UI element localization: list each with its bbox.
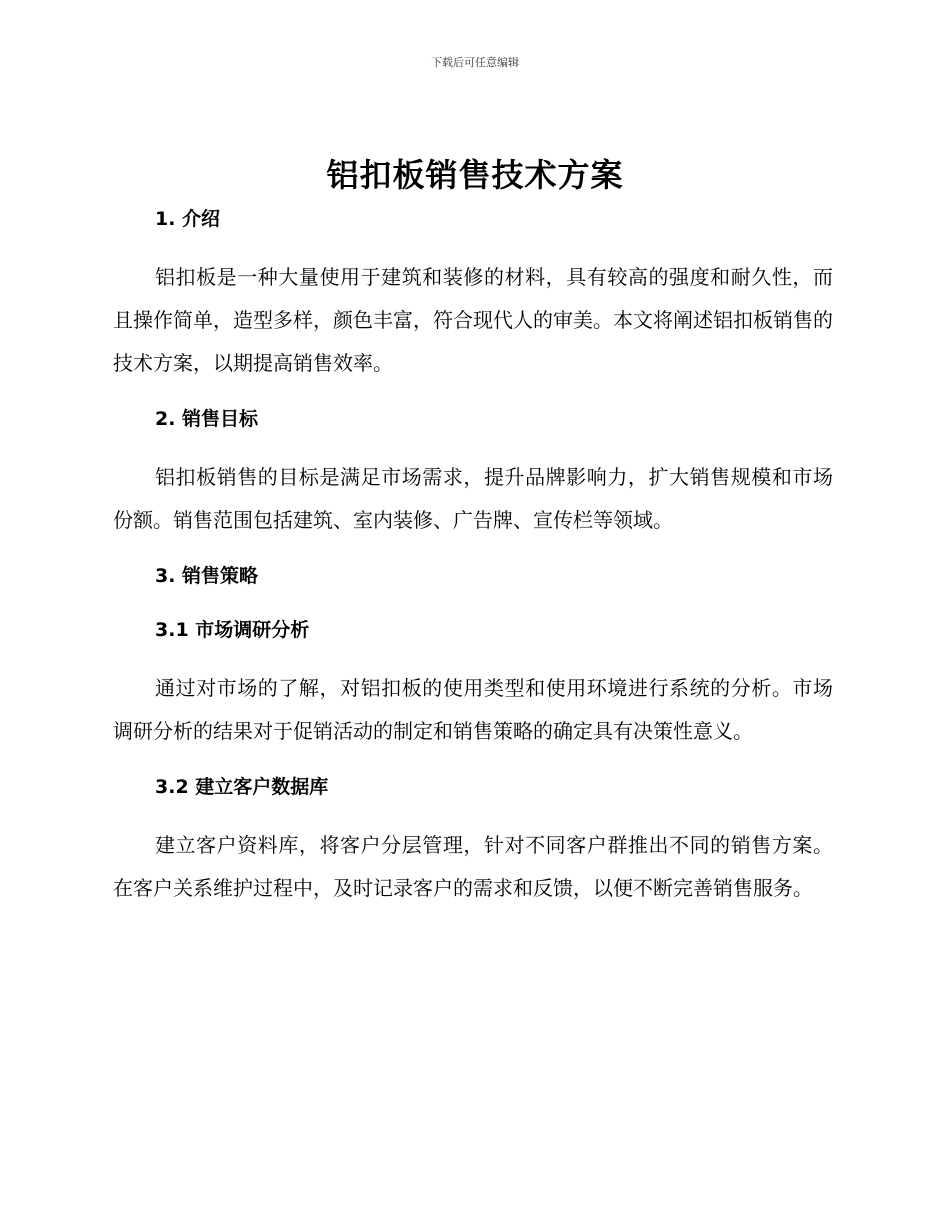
section-heading-sales-goals: 2. 销售目标 (155, 408, 259, 430)
section-paragraph-sales-goals: 铝扣板销售的目标是满足市场需求，提升品牌影响力，扩大销售规模和市场份额。销售范围包括建筑、室内装修、广告牌、宣传栏等领域。 (113, 465, 833, 532)
section-heading-introduction: 1. 介绍 (155, 208, 221, 230)
section-heading-sales-strategy: 3. 销售策略 (155, 565, 259, 587)
section-paragraph-customer-database: 建立客户资料库，将客户分层管理，针对不同客户群推出不同的销售方案。在客户关系维护过程中，及时记录客户的需求和反馈，以便不断完善销售服务。 (113, 833, 833, 900)
section-paragraph-market-research: 通过对市场的了解，对铝扣板的使用类型和使用环境进行系统的分析。市场调研分析的结果对于促销活动的制定和销售策略的确定具有决策性意义。 (113, 676, 833, 743)
section-paragraph-introduction: 铝扣板是一种大量使用于建筑和装修的材料，具有较高的强度和耐久性，而且操作简单，造型多样，颜色丰富，符合现代人的审美。本文将阐述铝扣板销售的技术方案，以期提高销售效率。 (113, 265, 833, 375)
header-note: 下载后可任意编辑 (431, 56, 519, 69)
section-heading-customer-database: 3.2 建立客户数据库 (155, 776, 329, 798)
document-title: 铝扣板销售技术方案 (326, 156, 624, 194)
section-heading-market-research: 3.1 市场调研分析 (155, 619, 310, 641)
document-body (113, 202, 833, 910)
